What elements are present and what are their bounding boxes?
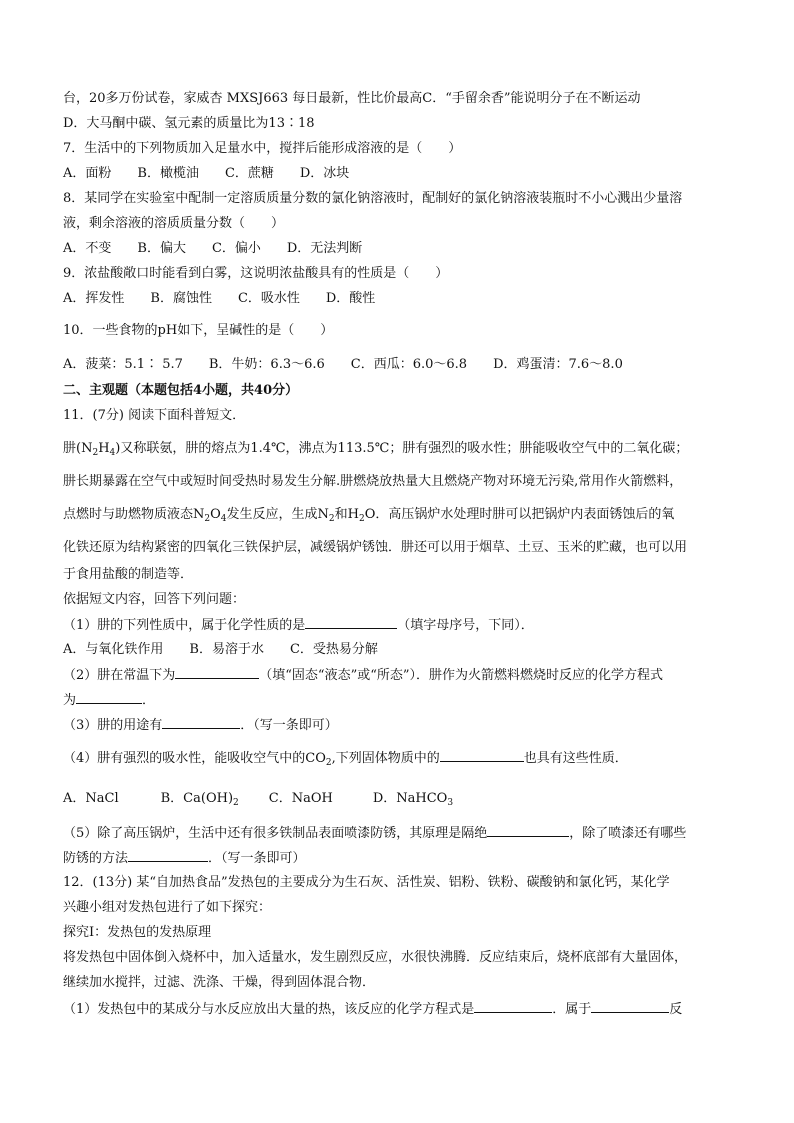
passage-line: 化铁还原为结构紧密的四氧化三铁保护层，减缓锅炉锈蚀．肼还可以用于烟草、土豆、玉米的贮藏，也可以用 <box>63 540 688 555</box>
subquestion-3: （3）肼的用途有 ．（写一条即可） <box>63 718 338 733</box>
answer-blank[interactable] <box>162 716 240 729</box>
passage-line: 肼长期暴露在空气中或短时间受热时易发生分解.肼燃烧放热量大且燃烧产物对环境无污染,常用作火箭燃料， <box>63 474 683 489</box>
passage-line: 于食用盐酸的制造等． <box>63 567 194 582</box>
answer-blank[interactable] <box>305 616 397 629</box>
subquestion-2: （2）肼在常温下为 （填“固态“液态”或“所态”）．肼作为火箭燃料燃烧时反应的化学方程式 <box>63 668 664 683</box>
answer-blank[interactable] <box>487 824 569 837</box>
subquestion-4-options: A．NaCl B．$Ca(OH)_2$ C．NaOH D．NaHCO$_3$ <box>63 791 454 808</box>
answer-blank[interactable] <box>76 691 142 704</box>
experiment-text: 继续加水搅拌，过滤、洗涤、干燥，得到固体混合物． <box>63 975 376 990</box>
passage-line: 肼$(N_2H_4)$又称联氨，肼的熔点为1.4℃，沸点为113.5℃；肼有强烈的吸水性；肼能吸收空气中的二氧化碳； <box>63 441 689 458</box>
experiment-text: 将发热包中固体倒入烧杯中，加入适量水，发生剧烈反应，水很快沸腾．反应结束后，烧杯底部有大量固体， <box>63 950 688 965</box>
subquestion-4: （4）肼有强烈的吸水性，能吸收空气中的$CO_2$,下列固体物质中的 也具有这些性质． <box>63 751 628 768</box>
subquestion-5-cont: 防锈的方法 ．（写一条即可） <box>63 851 306 866</box>
subquestion-1: （1）肼的下列性质中，属于化学性质的是 （填字母序号，下同）． <box>63 618 534 633</box>
question-10-options: A．菠菜：5.1∶ 5.7 B．牛奶：6.3～6.6 C．西瓜：6.0～6.8 D．鸡蛋清：7.6～8.0 <box>63 357 623 372</box>
instruction: 依据短文内容，回答下列问题： <box>63 592 246 607</box>
subquestion-2-cont: 为 ． <box>63 693 156 708</box>
question-8-options: A．不变 B．偏大 C．偏小 D．无法判断 <box>63 241 363 256</box>
experiment-question-1: （1）发热包中的某成分与水反应放出大量的热，该反应的化学方程式是 ．属于 反 <box>63 1002 683 1017</box>
subquestion-5: （5）除了高压锅炉，生活中还有很多铁制品表面喷漆防锈，其原理是隔绝 ，除了喷漆还有哪些 <box>63 826 687 841</box>
text-line: 台，20多万份试卷，家威杏 MXSJ663 每日最新，性比价最高C．“手留余香”能说明分子在不断运动 <box>63 91 641 106</box>
question-7-options: A．面粉 B．橄榄油 C．蔗糖 D．冰块 <box>63 166 350 181</box>
question-12: 12．(13分) 某“自加热食品”发热包的主要成分为生石灰、活性炭、铝粉、铁粉、碳酸钠和氯化钙，某化学 <box>63 875 670 890</box>
question-11: 11．(7分) 阅读下面科普短文． <box>63 408 246 423</box>
question-10: 10．一些食物的pH如下，呈碱性的是（ ） <box>63 323 334 338</box>
answer-blank[interactable] <box>175 666 259 679</box>
passage-line: 点燃时与助燃物质液态$N_2O_4$发生反应，生成$N_2$和$H_2O$．高压锅炉水处理时肼可以把锅炉内表面锈蚀后的氧 <box>63 507 675 524</box>
text-line: D．大马酮中碳、氢元素的质量比为13∶18 <box>63 116 315 131</box>
answer-blank[interactable] <box>440 749 524 762</box>
answer-blank[interactable] <box>591 1000 669 1013</box>
question-9-options: A．挥发性 B．腐蚀性 C．吸水性 D．酸性 <box>63 291 376 306</box>
question-7: 7．生活中的下列物质加入足量水中，搅拌后能形成溶液的是（ ） <box>63 141 462 156</box>
question-12-cont: 兴趣小组对发热包进行了如下探究： <box>63 900 272 915</box>
section-heading: 二、主观题（本题包括4小题，共40分） <box>63 383 299 398</box>
experiment-heading: 探究Ⅰ：发热包的发热原理 <box>63 925 212 940</box>
answer-blank[interactable] <box>474 1000 552 1013</box>
question-9: 9．浓盐酸敞口时能看到白雾，这说明浓盐酸具有的性质是（ ） <box>63 266 449 281</box>
subquestion-1-options: A．与氧化铁作用 B．易溶于水 C．受热易分解 <box>63 642 378 657</box>
question-8: 8．某同学在实验室中配制一定溶质质量分数的氯化钠溶液时，配制好的氯化钠溶液装瓶时不小心溅出少量溶 <box>63 191 683 206</box>
question-8-cont: 液，剩余溶液的溶质质量分数（ ） <box>63 216 285 231</box>
answer-blank[interactable] <box>128 849 208 862</box>
